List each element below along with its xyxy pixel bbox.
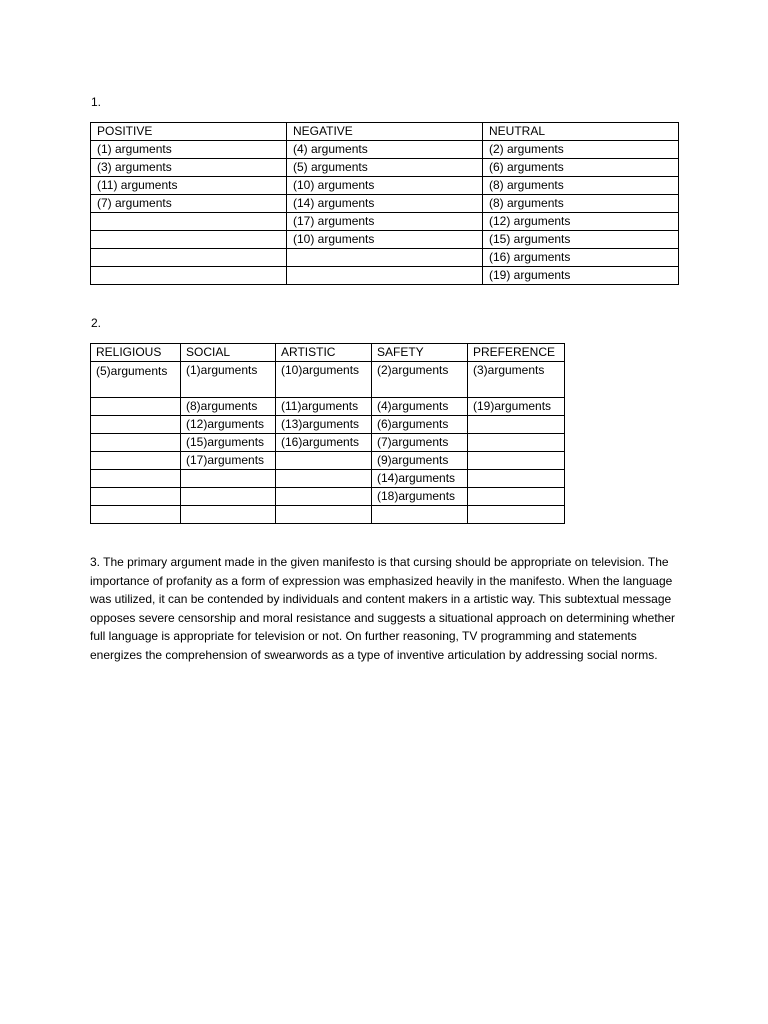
header-religious: RELIGIOUS — [91, 344, 181, 362]
table-cell: (11) arguments — [91, 177, 287, 195]
table-cell — [91, 434, 181, 452]
table-cell — [91, 249, 287, 267]
table-cell — [91, 213, 287, 231]
table-cell — [91, 506, 181, 524]
section-2-label: 2. — [91, 316, 102, 330]
table-cell — [181, 470, 276, 488]
table-cell: (14) arguments — [287, 195, 483, 213]
table-cell: (4)arguments — [372, 398, 468, 416]
table-cell: (16)arguments — [276, 434, 372, 452]
argument-category-table — [90, 343, 565, 524]
table-cell: (17)arguments — [181, 452, 276, 470]
table-cell: (5) arguments — [287, 159, 483, 177]
table-cell: (12) arguments — [483, 213, 679, 231]
table-cell: (10) arguments — [287, 231, 483, 249]
table-cell: (15)arguments — [181, 434, 276, 452]
table-cell: (6)arguments — [372, 416, 468, 434]
table-cell: (3) arguments — [91, 159, 287, 177]
table-cell — [276, 470, 372, 488]
table-cell — [91, 231, 287, 249]
table-cell: (7) arguments — [91, 195, 287, 213]
table-cell: (8)arguments — [181, 398, 276, 416]
table-header-row — [91, 344, 565, 362]
table-row — [91, 267, 679, 285]
table-cell: (17) arguments — [287, 213, 483, 231]
table-cell — [91, 416, 181, 434]
table-row — [91, 416, 565, 434]
table-cell: (5)arguments — [91, 362, 181, 398]
table-row — [91, 434, 565, 452]
table-cell: (18)arguments — [372, 488, 468, 506]
table-cell — [468, 416, 565, 434]
header-social: SOCIAL — [181, 344, 276, 362]
table-cell — [287, 249, 483, 267]
header-neutral: NEUTRAL — [483, 123, 679, 141]
table-row — [91, 506, 565, 524]
header-safety: SAFETY — [372, 344, 468, 362]
table-cell: (15) arguments — [483, 231, 679, 249]
header-positive: POSITIVE — [91, 123, 287, 141]
table-cell: (4) arguments — [287, 141, 483, 159]
table-cell: (2)arguments — [372, 362, 468, 398]
table-cell — [181, 488, 276, 506]
section-3-paragraph: 3. The primary argument made in the given manifesto is that cursing should be appropriate on television. The importance of profanity as a form of expression was emphasized heavily in the manifesto. When the language was utilized, it can be contended by individuals and content makers in a artistic way. This subtextual message opposes severe censorship and moral resistance and suggests a situational approach on determining whether full language is appropriate for television or not. On further reasoning, TV programming and statements energizes the comprehension of swearwords as a type of inventive articulation by addressing social norms. — [90, 555, 676, 662]
table-row — [91, 141, 679, 159]
header-preference: PREFERENCE — [468, 344, 565, 362]
table-cell — [91, 452, 181, 470]
table-cell: (8) arguments — [483, 195, 679, 213]
table-cell — [468, 452, 565, 470]
table-cell — [276, 452, 372, 470]
argument-stance-table — [90, 122, 679, 285]
table-cell — [91, 488, 181, 506]
table-cell: (6) arguments — [483, 159, 679, 177]
section-1-label: 1. — [91, 95, 102, 109]
table-row — [91, 231, 679, 249]
table-cell — [91, 267, 287, 285]
table-cell: (3)arguments — [468, 362, 565, 398]
table-cell — [372, 506, 468, 524]
table-row — [91, 452, 565, 470]
header-negative: NEGATIVE — [287, 123, 483, 141]
table-row — [91, 362, 565, 398]
table-row — [91, 213, 679, 231]
table-cell — [276, 488, 372, 506]
table-cell — [91, 398, 181, 416]
table-cell — [468, 506, 565, 524]
table-row — [91, 398, 565, 416]
table-cell — [91, 470, 181, 488]
table-cell: (11)arguments — [276, 398, 372, 416]
table-cell: (9)arguments — [372, 452, 468, 470]
table-cell: (13)arguments — [276, 416, 372, 434]
table-cell — [276, 506, 372, 524]
table-row — [91, 488, 565, 506]
table-cell: (1)arguments — [181, 362, 276, 398]
table-cell — [468, 470, 565, 488]
table-cell — [468, 488, 565, 506]
table-cell: (2) arguments — [483, 141, 679, 159]
table-cell: (16) arguments — [483, 249, 679, 267]
table-cell — [287, 267, 483, 285]
table-row — [91, 159, 679, 177]
table-cell: (14)arguments — [372, 470, 468, 488]
table-cell: (7)arguments — [372, 434, 468, 452]
table-header-row — [91, 123, 679, 141]
table-row — [91, 249, 679, 267]
table-cell — [181, 506, 276, 524]
table-cell: (19)arguments — [468, 398, 565, 416]
table-cell: (12)arguments — [181, 416, 276, 434]
table-cell: (8) arguments — [483, 177, 679, 195]
table-row — [91, 470, 565, 488]
table-row — [91, 195, 679, 213]
header-artistic: ARTISTIC — [276, 344, 372, 362]
table-cell: (10)arguments — [276, 362, 372, 398]
table-cell: (10) arguments — [287, 177, 483, 195]
table-cell: (1) arguments — [91, 141, 287, 159]
table-cell — [468, 434, 565, 452]
table-cell: (19) arguments — [483, 267, 679, 285]
table-row — [91, 177, 679, 195]
